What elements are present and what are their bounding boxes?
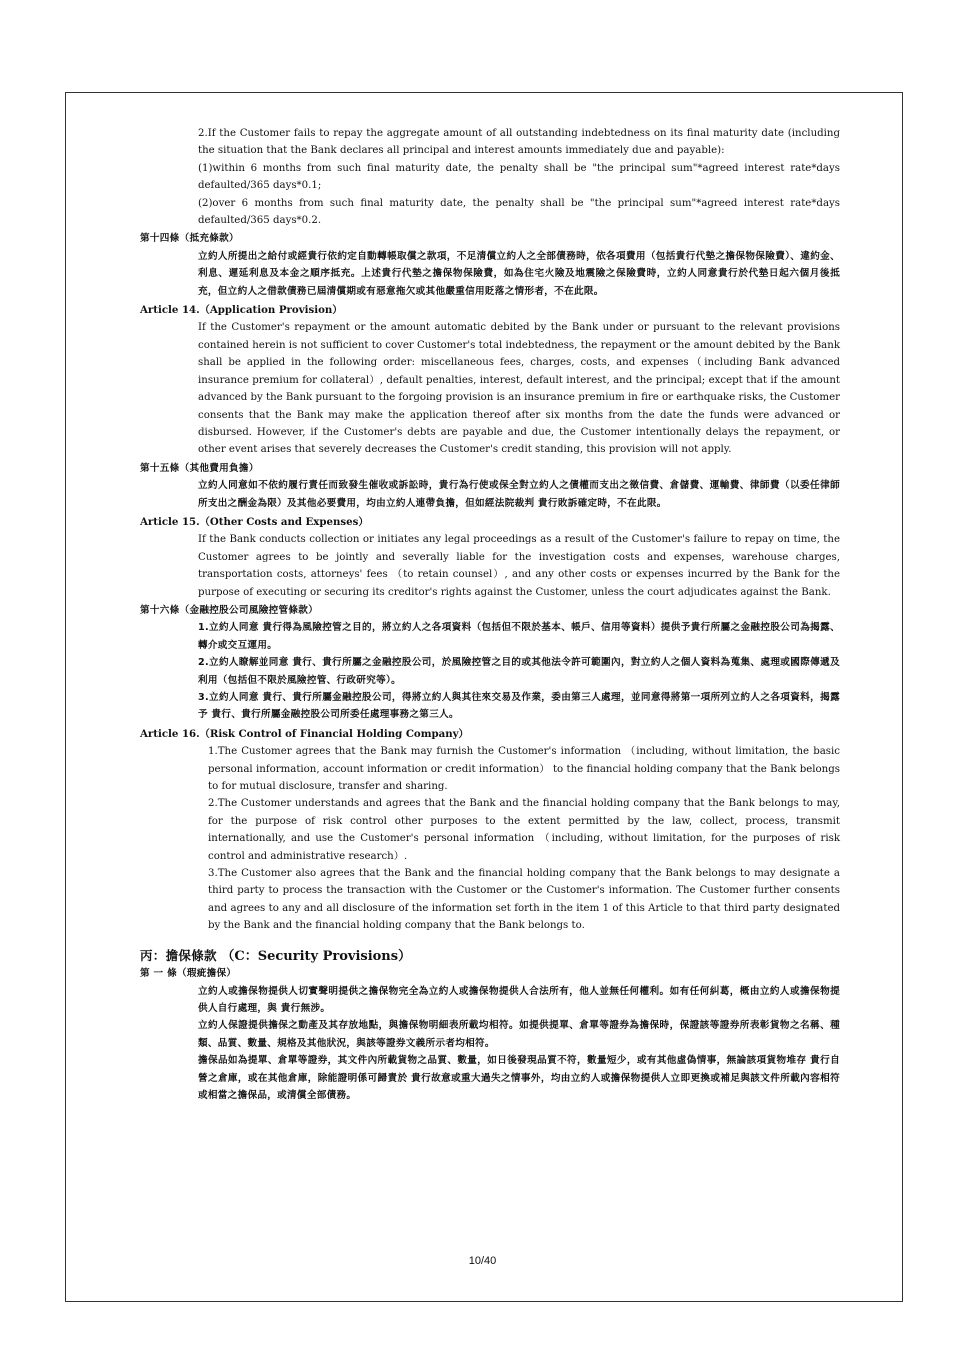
article13-sub1: (1)within 6 months from such final maturity date, the penalty shall be "the principal sum"*agreed interest rate*days defaulted/365 days*0.1; bbox=[198, 162, 840, 192]
article16-zh-heading: 第十六條（金融控股公司風險控管條款） bbox=[140, 604, 319, 616]
section-c-article1-para: 擔保品如為提單、倉單等證券，其文件內所載貨物之品質、數量，如日後發現品質不符，數量短少，或有其他虛偽情事，無論該項貨物堆存 貴行自營之倉庫，或在其他倉庫，除能證明係可歸責於 貴行故意或重大過失之情事外，均由立約人或擔保物提供人立即更換或補足與該文件所載內容相符或相當之擔保品，或清償全部債務。 bbox=[198, 1055, 840, 1101]
article16-zh-item: 3.立約人同意 貴行、貴行所屬金融控股公司，得將立約人與其往來交易及作業，委由第三人處理，並同意得將第一項所列立約人之各項資料，揭露予 貴行、貴行所屬金融控股公司所委任處理事務之第三人。 bbox=[198, 692, 840, 721]
section-c-article1-heading: 第 一 條（瑕疵擔保） bbox=[140, 968, 237, 980]
article14-en-body: If the Customer's repayment or the amount automatic debited by the Bank under or pursuant to the relevant provisions contained herein is not sufficient to cover Customer's total indebtedness, the repayment or the amount debited by the Bank shall be applied in the following order: miscellaneous fees, charges, costs, and expenses（including Bank advanced insurance premium for collateral）, default penalties, interest, default interest, and the principal; except that if the amount advanced by the Bank pursuant to the forgoing provision is an insurance premium in fire or earthquake risks, the Customer consents that the Bank may make the application thereof after six months from the date the funds were advanced or disbursed. However, if the Customer's debts are payable and due, the Customer intentionally delays the repayment, or other event arises that severely decreases the Customer's credit standing, this provision will not apply. bbox=[198, 322, 840, 456]
article16-en-heading: Article 16.（Risk Control of Financial Holding Company） bbox=[140, 727, 469, 740]
article16-en-item: 3.The Customer also agrees that the Bank and the financial holding company that the Bank belongs to may designate a third party to process the transaction with the Customer or the Customer's information. The Customer further consents and agrees to any and all disclosure of the information set forth in the item 1 of this Article to that third party designated by the Bank and the financial holding company that the Bank belongs to. bbox=[208, 868, 840, 932]
section-c-article1-para: 立約人或擔保物提供人切實聲明提供之擔保物完全為立約人或擔保物提供人合法所有，他人並無任何權利。如有任何糾葛，概由立約人或擔保物提供人自行處理，與 貴行無涉。 bbox=[198, 985, 840, 1014]
article14-zh-body: 立約人所提出之給付或經貴行依約定自動轉帳取償之款項，不足清償立約人之全部債務時，依各項費用（包括貴行代墊之擔保物保險費）、違約金、利息、遲延利息及本金之順序抵充。上述貴行代墊之擔保物保險費，如為住宅火險及地震險之保險費時，立約人同意貴行於代墊日起六個月後抵充，但立約人之借款債務已屆清償期或有惡意拖欠或其他嚴重信用貶落之情形者，不在此限。 bbox=[198, 250, 840, 297]
article15-zh-body: 立約人同意如不依約履行責任而致發生催收或訴訟時，貴行為行使或保全對立約人之債權而支出之徵信費、倉儲費、運輸費、律師費（以委任律師所支出之酬金為限）及其他必要費用，均由立約人連帶負擔，但如經法院裁判 貴行敗訴確定時，不在此限。 bbox=[198, 480, 840, 509]
section-c-zh-title: 丙：擔保條款 bbox=[140, 947, 217, 963]
article16-en-item: 1.The Customer agrees that the Bank may furnish the Customer's information （including, without limitation, the basic personal information, account information or credit information） to the financial holding company that the Bank belongs to for mutual disclosure, transfer and sharing. bbox=[208, 746, 840, 793]
article13-sub2: (2)over 6 months from such final maturity date, the penalty shall be "the principal sum"*agreed interest rate*days defaulted/365 days*0.2. bbox=[198, 197, 840, 227]
page-number: 10/40 bbox=[468, 1255, 497, 1267]
article14-zh-heading: 第十四條（抵充條款） bbox=[140, 233, 239, 245]
article14-en-heading: Article 14.（Application Provision） bbox=[140, 304, 343, 317]
article15-en-body: If the Bank conducts collection or initiates any legal proceedings as a result of the Customer's failure to repay on time, the Customer agrees to be jointly and severally liable for the investigation costs and expenses, warehouse charges, transportation costs, attorneys' fees （to retain counsel）, and any other costs or expenses incurred by the Bank for the purpose of executing or securing its creditor's rights against the Customer, unless the court adjudicates against the Bank. bbox=[198, 534, 840, 598]
article15-zh-heading: 第十五條（其他費用負擔） bbox=[140, 462, 259, 474]
article15-en-heading: Article 15.（Other Costs and Expenses） bbox=[140, 515, 369, 528]
document-body bbox=[140, 125, 840, 1104]
section-c-en-title: （C：Security Provisions） bbox=[221, 948, 412, 964]
article16-en-item: 2.The Customer understands and agrees that the Bank and the financial holding company that the Bank belongs to may, for the purpose of risk control other purposes to the extent permitted by the law, collect, process, transmit internationally, and use the Customer's personal information （including, without limitation, for the purposes of risk control and administrative research）. bbox=[208, 798, 840, 862]
article16-zh-item: 2.立約人瞭解並同意 貴行、貴行所屬之金融控股公司，於風險控管之目的或其他法令許可範圍內，對立約人之個人資料為蒐集、處理或國際傳遞及利用（包括但不限於風險控管、行政研究等）。 bbox=[198, 657, 840, 686]
section-c-article1-para: 立約人保證提供擔保之動產及其存放地點，與擔保物明細表所載均相符。如提供提單、倉單等證券為擔保時，保證該等證券所表彰貨物之名稱、種類、品質、數量、規格及其他狀況，與該等證券文義所示者均相符。 bbox=[198, 1020, 840, 1049]
article16-zh-item: 1.立約人同意 貴行得為風險控管之目的，將立約人之各項資料（包括但不限於基本、帳戶、信用等資料）提供予貴行所屬之金融控股公司為揭露、轉介或交互運用。 bbox=[198, 622, 840, 651]
article13-item2: 2.If the Customer fails to repay the aggregate amount of all outstanding indebtedness on its final maturity date (including the situation that the Bank declares all principal and interest amounts immediately due and payable): bbox=[198, 128, 840, 157]
section-c-title bbox=[140, 947, 840, 965]
